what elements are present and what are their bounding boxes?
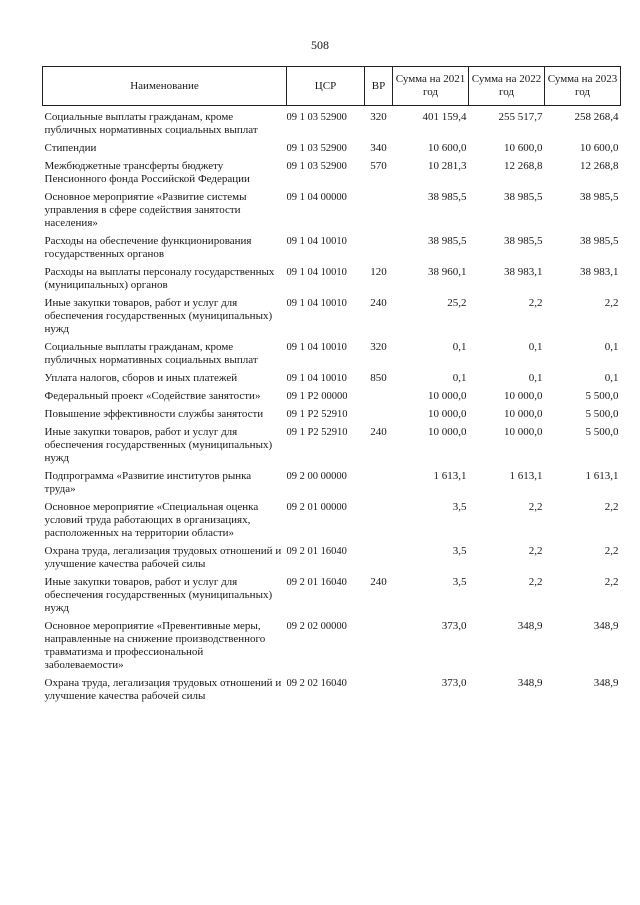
row-sum-2022: 1 613,1	[509, 470, 543, 482]
row-name: Федеральный проект «Содействие занятости»	[44, 390, 261, 402]
row-sum-2023: 2,2	[604, 297, 619, 309]
row-csr: 09 1 P2 52910	[286, 409, 348, 420]
row-vr	[365, 191, 393, 235]
row-sum-2021: 10 000,0	[428, 426, 467, 438]
row-sum-2022: 348,9	[517, 677, 543, 689]
row-vr	[365, 677, 393, 708]
row-sum-2022: 0,1	[528, 341, 543, 353]
row-sum-2022: 38 983,1	[504, 266, 543, 278]
row-vr	[365, 408, 393, 426]
table-row	[43, 106, 621, 143]
row-sum-2023: 1 613,1	[585, 470, 619, 482]
row-sum-2023: 5 500,0	[585, 408, 619, 420]
row-csr: 09 1 03 52900	[286, 112, 347, 123]
row-csr: 09 1 04 10010	[286, 298, 347, 309]
row-sum-2021: 3,5	[452, 576, 467, 588]
table-body	[43, 106, 621, 709]
row-vr: 240	[370, 576, 387, 588]
row-vr: 120	[370, 266, 387, 278]
page-number: 508	[311, 38, 329, 52]
row-csr: 09 1 03 52900	[286, 161, 347, 172]
row-sum-2022: 38 985,5	[504, 191, 543, 203]
row-sum-2021: 25,2	[447, 297, 467, 309]
row-csr: 09 2 00 00000	[286, 471, 347, 482]
header-sum-2022: Сумма на 2022 год	[469, 67, 545, 106]
row-vr	[365, 545, 393, 576]
row-name: Основное мероприятие «Превентивные меры, направленные на снижение производственного травматизма и профессиональной заболеваемости»	[44, 620, 266, 671]
row-csr: 09 1 04 10010	[286, 342, 347, 353]
header-vr: ВР	[365, 67, 393, 106]
row-sum-2021: 10 000,0	[428, 390, 467, 402]
row-sum-2022: 0,1	[528, 372, 543, 384]
table-row	[43, 470, 621, 501]
row-sum-2022: 348,9	[517, 620, 543, 632]
header-sum-2023: Сумма на 2023 год	[545, 67, 621, 106]
row-csr: 09 2 01 16040	[286, 546, 347, 557]
row-sum-2022: 2,2	[528, 545, 543, 557]
row-sum-2022: 2,2	[528, 576, 543, 588]
row-sum-2023: 258 268,4	[574, 111, 619, 123]
row-sum-2023: 38 985,5	[580, 191, 619, 203]
row-name: Уплата налогов, сборов и иных платежей	[44, 372, 238, 384]
row-name: Социальные выплаты гражданам, кроме публичных нормативных социальных выплат	[44, 341, 258, 366]
row-vr	[365, 235, 393, 266]
row-name: Подпрограмма «Развитие институтов рынка труда»	[44, 470, 252, 495]
row-name: Иные закупки товаров, работ и услуг для обеспечения государственных (муниципальных) нужд	[44, 576, 273, 614]
row-vr	[365, 470, 393, 501]
row-name: Стипендии	[44, 142, 97, 154]
row-sum-2021: 38 960,1	[428, 266, 467, 278]
row-sum-2023: 0,1	[604, 372, 619, 384]
budget-table	[42, 66, 621, 708]
row-sum-2022: 10 000,0	[504, 408, 543, 420]
row-vr: 850	[370, 372, 387, 384]
row-sum-2023: 10 600,0	[580, 142, 619, 154]
row-sum-2023: 2,2	[604, 501, 619, 513]
row-sum-2023: 12 268,8	[580, 160, 619, 172]
row-name: Межбюджетные трансферты бюджету Пенсионного фонда Российской Федерации	[44, 160, 250, 185]
row-vr	[365, 501, 393, 545]
table-row	[43, 390, 621, 408]
row-vr: 320	[370, 341, 387, 353]
row-sum-2022: 38 985,5	[504, 235, 543, 247]
row-name: Расходы на обеспечение функционирования государственных органов	[44, 235, 252, 260]
row-csr: 09 2 02 16040	[286, 678, 347, 689]
table-row	[43, 576, 621, 620]
table-header	[43, 67, 621, 106]
row-sum-2023: 2,2	[604, 576, 619, 588]
row-csr: 09 1 04 10010	[286, 236, 347, 247]
table-row	[43, 426, 621, 470]
row-sum-2021: 38 985,5	[428, 235, 467, 247]
row-name: Иные закупки товаров, работ и услуг для обеспечения государственных (муниципальных) нужд	[44, 297, 273, 335]
row-name: Повышение эффективности службы занятости	[44, 408, 264, 420]
row-name: Расходы на выплаты персоналу государственных (муниципальных) органов	[44, 266, 275, 291]
row-sum-2022: 255 517,7	[498, 111, 543, 123]
row-sum-2023: 2,2	[604, 545, 619, 557]
table-row	[43, 235, 621, 266]
row-vr: 240	[370, 297, 387, 309]
row-sum-2022: 12 268,8	[504, 160, 543, 172]
row-csr: 09 1 03 52900	[286, 143, 347, 154]
row-sum-2023: 0,1	[604, 341, 619, 353]
row-name: Социальные выплаты гражданам, кроме публичных нормативных социальных выплат	[44, 111, 258, 136]
row-sum-2022: 10 600,0	[504, 142, 543, 154]
row-sum-2021: 3,5	[452, 501, 467, 513]
row-vr	[365, 390, 393, 408]
header-sum-2021: Сумма на 2021 год	[393, 67, 469, 106]
row-vr: 240	[370, 426, 387, 438]
table-row	[43, 341, 621, 372]
row-sum-2021: 1 613,1	[433, 470, 467, 482]
row-sum-2023: 5 500,0	[585, 426, 619, 438]
table-row	[43, 620, 621, 677]
table-row	[43, 501, 621, 545]
row-sum-2021: 0,1	[452, 372, 467, 384]
row-csr: 09 2 01 16040	[286, 577, 347, 588]
header-csr: ЦСР	[287, 67, 365, 106]
row-sum-2022: 10 000,0	[504, 390, 543, 402]
row-sum-2023: 348,9	[593, 677, 619, 689]
table-row	[43, 372, 621, 390]
row-csr: 09 2 02 00000	[286, 621, 347, 632]
table-row	[43, 297, 621, 341]
row-csr: 09 1 P2 52910	[286, 427, 348, 438]
row-sum-2022: 2,2	[528, 297, 543, 309]
row-vr: 570	[370, 160, 387, 172]
row-name: Основное мероприятие «Специальная оценка условий труда работающих в организациях, расположенных на территории области»	[44, 501, 259, 539]
table-row	[43, 191, 621, 235]
row-name: Охрана труда, легализация трудовых отношений и улучшение качества рабочей силы	[44, 545, 282, 570]
row-vr	[365, 620, 393, 677]
row-sum-2023: 38 985,5	[580, 235, 619, 247]
row-sum-2021: 0,1	[452, 341, 467, 353]
row-sum-2021: 10 600,0	[428, 142, 467, 154]
row-sum-2021: 10 281,3	[428, 160, 467, 172]
row-sum-2022: 2,2	[528, 501, 543, 513]
table-row	[43, 545, 621, 576]
row-name: Охрана труда, легализация трудовых отношений и улучшение качества рабочей силы	[44, 677, 282, 702]
row-csr: 09 2 01 00000	[286, 502, 347, 513]
row-sum-2021: 373,0	[441, 677, 467, 689]
table-row	[43, 677, 621, 708]
row-vr: 320	[370, 111, 387, 123]
row-csr: 09 1 04 10010	[286, 267, 347, 278]
row-sum-2022: 10 000,0	[504, 426, 543, 438]
row-name: Иные закупки товаров, работ и услуг для обеспечения государственных (муниципальных) нужд	[44, 426, 273, 464]
row-sum-2021: 3,5	[452, 545, 467, 557]
row-sum-2021: 401 159,4	[422, 111, 467, 123]
header-name: Наименование	[43, 67, 287, 106]
row-name: Основное мероприятие «Развитие системы управления в сфере содействия занятости населения»	[44, 191, 247, 229]
row-csr: 09 1 04 10010	[286, 373, 347, 384]
row-sum-2023: 38 983,1	[580, 266, 619, 278]
table-row	[43, 160, 621, 191]
table-row	[43, 142, 621, 160]
table-row	[43, 266, 621, 297]
row-csr: 09 1 P2 00000	[286, 391, 348, 402]
row-sum-2021: 10 000,0	[428, 408, 467, 420]
table-row	[43, 408, 621, 426]
row-csr: 09 1 04 00000	[286, 192, 347, 203]
row-sum-2023: 5 500,0	[585, 390, 619, 402]
row-sum-2021: 38 985,5	[428, 191, 467, 203]
row-sum-2021: 373,0	[441, 620, 467, 632]
row-vr: 340	[370, 142, 387, 154]
row-sum-2023: 348,9	[593, 620, 619, 632]
